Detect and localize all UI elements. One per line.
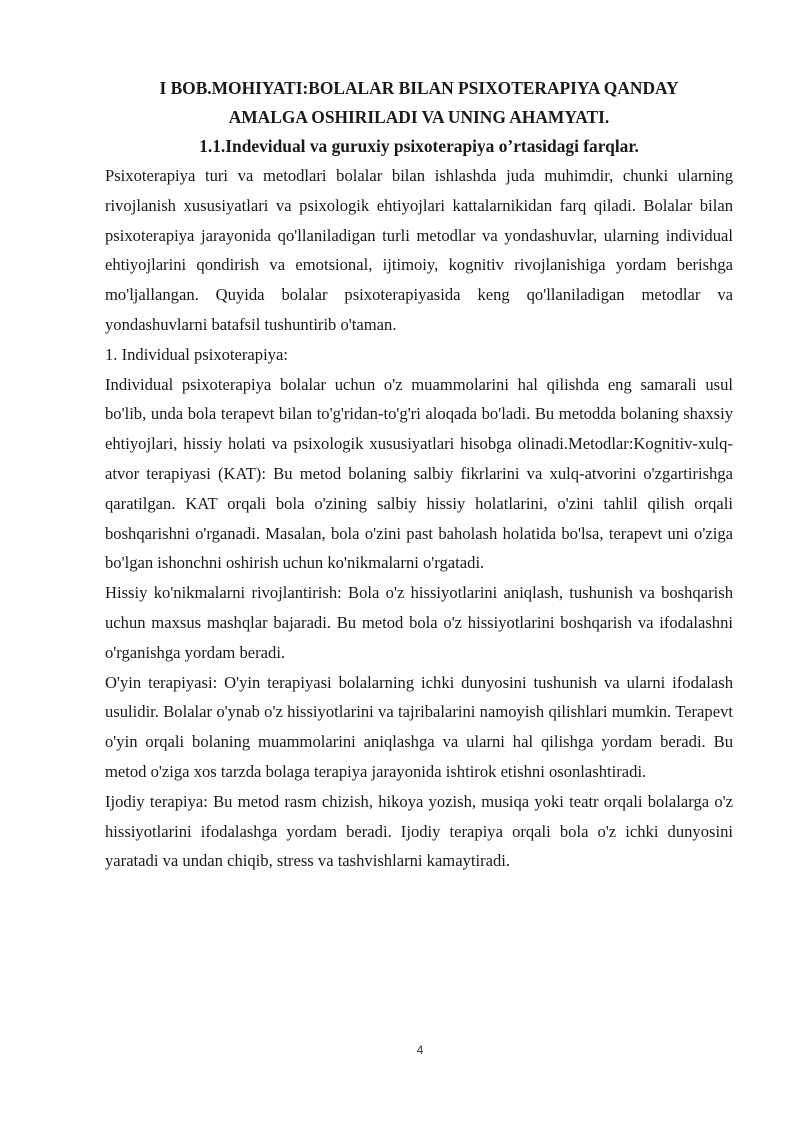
chapter-title-line-2: AMALGA OSHIRILADI VA UNING AHAMYATI. xyxy=(228,107,610,127)
paragraph-individual: Individual psixoterapiya bolalar uchun o'z muammolarini hal qilishda eng samarali usul bo'lib, unda bola terapevt bilan to'g'ridan-to'g'ri aloqada bo'ladi. Bu metodda bolaning shaxsiy ehtiyojlari, hissiy holati va psixologik xususiyatlari hisobga olinadi.Metodlar:Kognitiv-xulq-atvor terapiyasi (KAT): Bu metod bolaning salbiy fikrlarini va xulq-atvorini o'zgartirishga qaratilgan. KAT orqali bola o'zining salbiy hissiy holatlarini, o'zini tahlil qilish orqali boshqarishni o'rganadi. Masalan, bola o'zini past baholash holatida bo'lsa, terapevt uni o'ziga bo'lgan ishonchni oshirish uchun ko'nikmalarni o'rgatadi. xyxy=(105,374,733,573)
paragraph-play-therapy: O'yin terapiyasi: O'yin terapiyasi bolalarning ichki dunyosini tushunish va ularni ifodalash usulidir. Bolalar o'ynab o'z hissiyotlarini va tajribalarini namoyish qilishlari mumkin. Terapevt o'yin orqali bolaning muammolarini aniqlashga va ularni hal qilishga yordam beradi. Bu metod o'ziga xos tarzda bolaga terapiya jarayonida ishtirok etishni osonlashtiradi. xyxy=(105,672,733,781)
paragraph-emotional-skills: Hissiy ko'nikmalarni rivojlantirish: Bola o'z hissiyotlarini aniqlash, tushunish va boshqarish uchun maxsus mashqlar bajaradi. Bu metod bola o'z hissiyotlarini boshqarish va ifodalashni o'rganishga yordam beradi. xyxy=(105,583,733,662)
section-heading: 1.1.Indevidual va guruxiy psixoterapiya o’rtasidagi farqlar. xyxy=(199,136,639,156)
paragraph-creative-therapy: Ijodiy terapiya: Bu metod rasm chizish, hikoya yozish, musiqa yoki teatr orqali bolalarga o'z hissiyotlarini ifodalashga yordam beradi. Ijodiy terapiya orqali bola o'z ichki dunyosini yaratadi va undan chiqib, stress va tashvishlarni kamaytiradi. xyxy=(105,791,733,871)
chapter-title-line-1: I BOB.MOHIYATI:BOLALAR BILAN PSIXOTERAPIYA QANDAY xyxy=(159,78,679,98)
page-content xyxy=(105,74,733,876)
page-number: 4 xyxy=(416,1043,424,1057)
paragraph-list-heading: 1. Individual psixoterapiya: xyxy=(105,344,288,364)
paragraph-intro: Psixoterapiya turi va metodlari bolalar bilan ishlashda juda muhimdir, chunki ularning rivojlanish xususiyatlari va psixologik ehtiyojlari kattalarnikidan farq qiladi. Bolalar bilan psixoterapiya jarayonida qo'llaniladigan turli metodlar va yondashuvlar, ularning individual ehtiyojlarini qondirish va emotsional, ijtimoiy, kognitiv rivojlanishiga yordam berishga mo'ljallangan. Quyida bolalar psixoterapiyasida keng qo'llaniladigan metodlar va yondashuvlarni batafsil tushuntirib o'taman. xyxy=(105,166,733,334)
